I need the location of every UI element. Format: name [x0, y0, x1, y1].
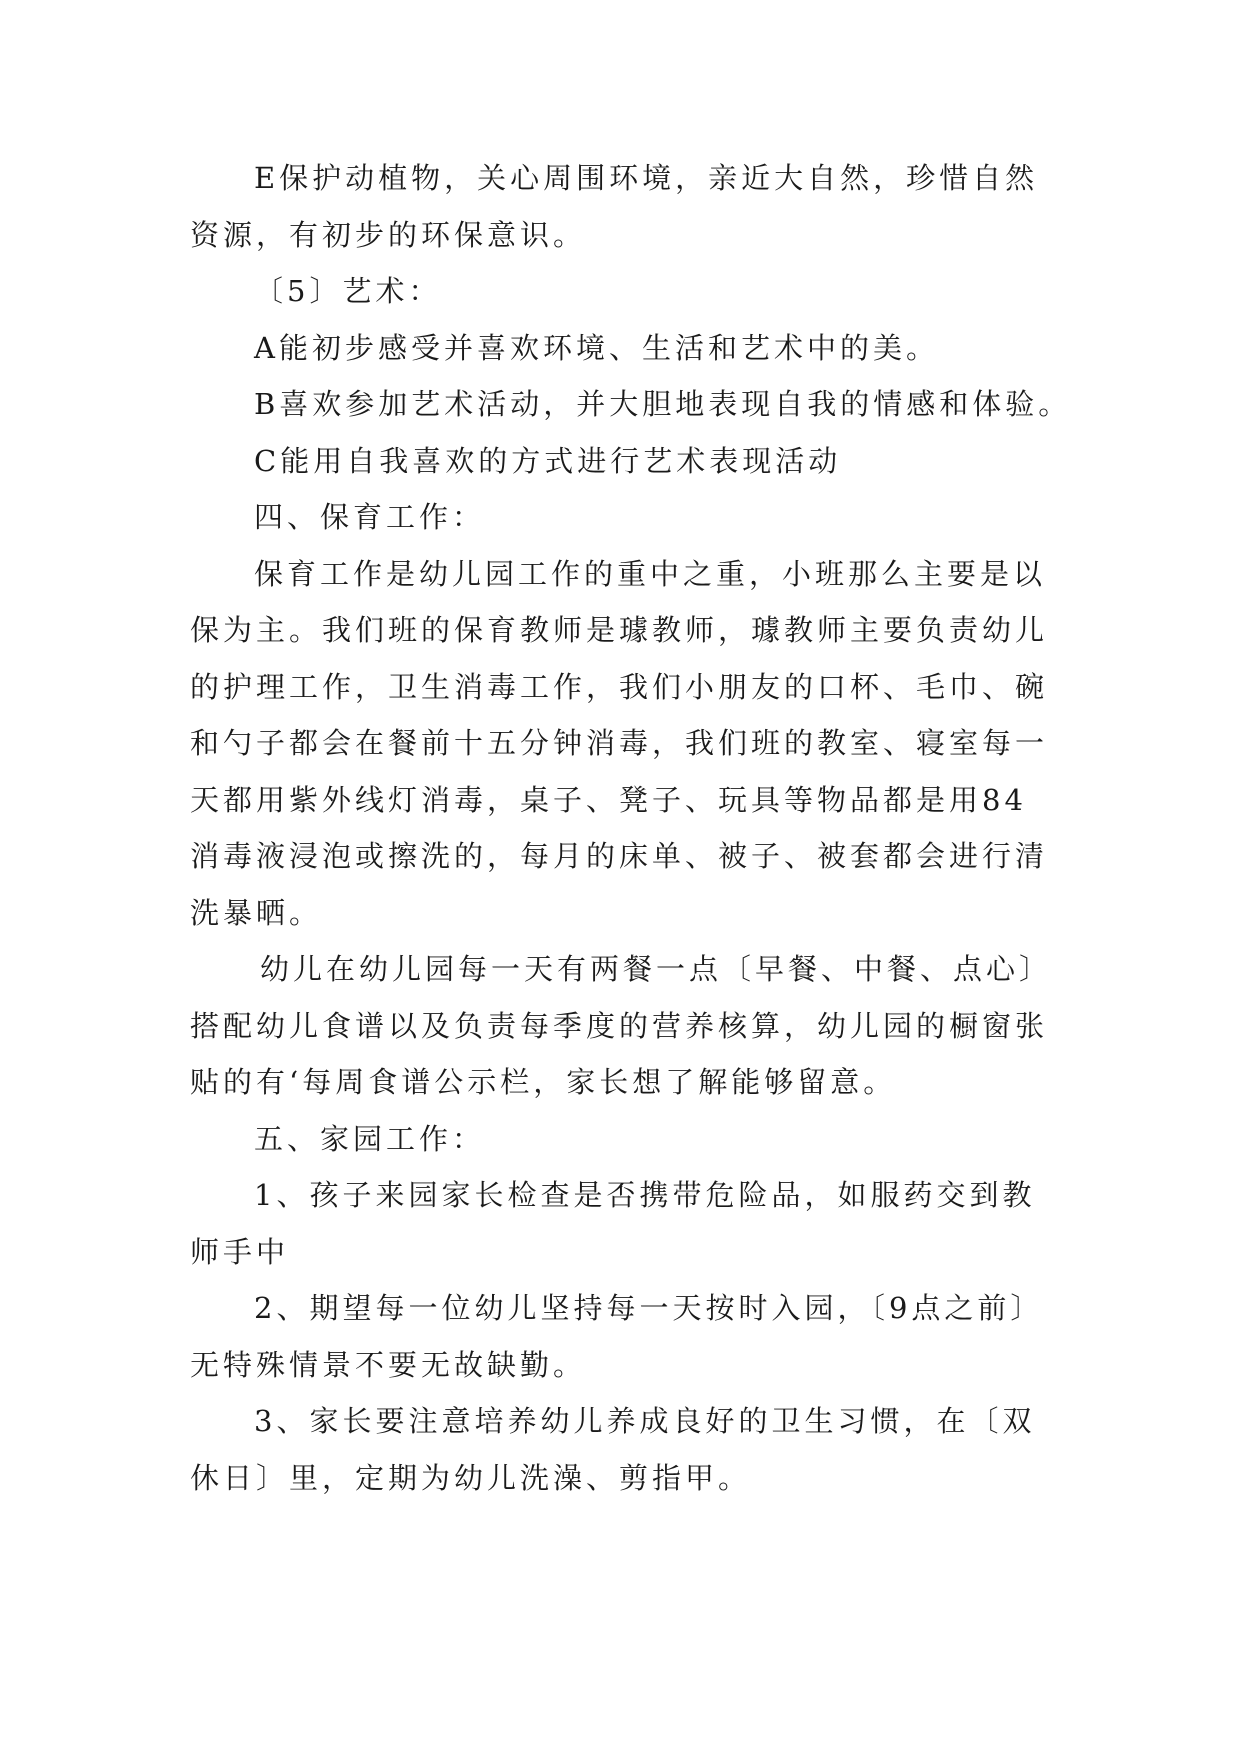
paragraph-line: 无特殊情景不要无故缺勤。	[190, 1347, 587, 1382]
paragraph-line: 1、孩子来园家长检查是否携带危险品，如服药交到教	[254, 1178, 1036, 1212]
paragraph-line: 消毒液浸泡或擦洗的，每月的床单、被子、被套都会进行清	[190, 839, 1049, 873]
paragraph-line: E保护动植物，关心周围环境，亲近大自然，珍惜自然	[254, 161, 1039, 195]
paragraph-line: 幼儿在幼儿园每一天有两餐一点〔早餐、中餐、点心〕	[260, 952, 1053, 986]
paragraph-line: 保为主。我们班的保育教师是璩教师，璩教师主要负责幼儿	[190, 613, 1049, 647]
paragraph-line: 和勺子都会在餐前十五分钟消毒，我们班的教室、寝室每一	[190, 726, 1049, 760]
paragraph-line: 搭配幼儿食谱以及负责每季度的营养核算，幼儿园的橱窗张	[190, 1008, 1049, 1043]
document-body	[190, 150, 1070, 1506]
paragraph-line: C能用自我喜欢的方式进行艺术表现活动	[254, 443, 842, 478]
paragraph-line: 3、家长要注意培养幼儿养成良好的卫生习惯，在〔双	[254, 1404, 1036, 1438]
paragraph-line: 2、期望每一位幼儿坚持每一天按时入园，〔9点之前〕	[254, 1291, 1044, 1325]
paragraph-line: 师手中	[190, 1234, 290, 1269]
paragraph-line: B喜欢参加艺术活动，并大胆地表现自我的情感和体验。	[254, 387, 1072, 421]
paragraph-line: 保育工作是幼儿园工作的重中之重，小班那么主要是以	[254, 556, 1047, 591]
paragraph-line: 的护理工作，卫生消毒工作，我们小朋友的口杯、毛巾、碗	[190, 669, 1049, 704]
paragraph-line: 洗暴晒。	[190, 895, 323, 930]
section-heading: 五、家园工作：	[254, 1121, 486, 1156]
paragraph-line: 休日〕里，定期为幼儿洗澡、剪指甲。	[190, 1460, 752, 1495]
paragraph-line: 资源，有初步的环保意识。	[190, 217, 587, 252]
paragraph-line: 天都用紫外线灯消毒，桌子、凳子、玩具等物品都是用84	[190, 782, 1027, 817]
paragraph-line: 贴的有‘每周食谱公示栏，家长想了解能够留意。	[190, 1065, 897, 1099]
section-heading: 四、保育工作：	[254, 500, 486, 534]
section-heading: 〔5〕艺术：	[254, 274, 442, 308]
paragraph-line: A能初步感受并喜欢环境、生活和艺术中的美。	[254, 330, 939, 365]
